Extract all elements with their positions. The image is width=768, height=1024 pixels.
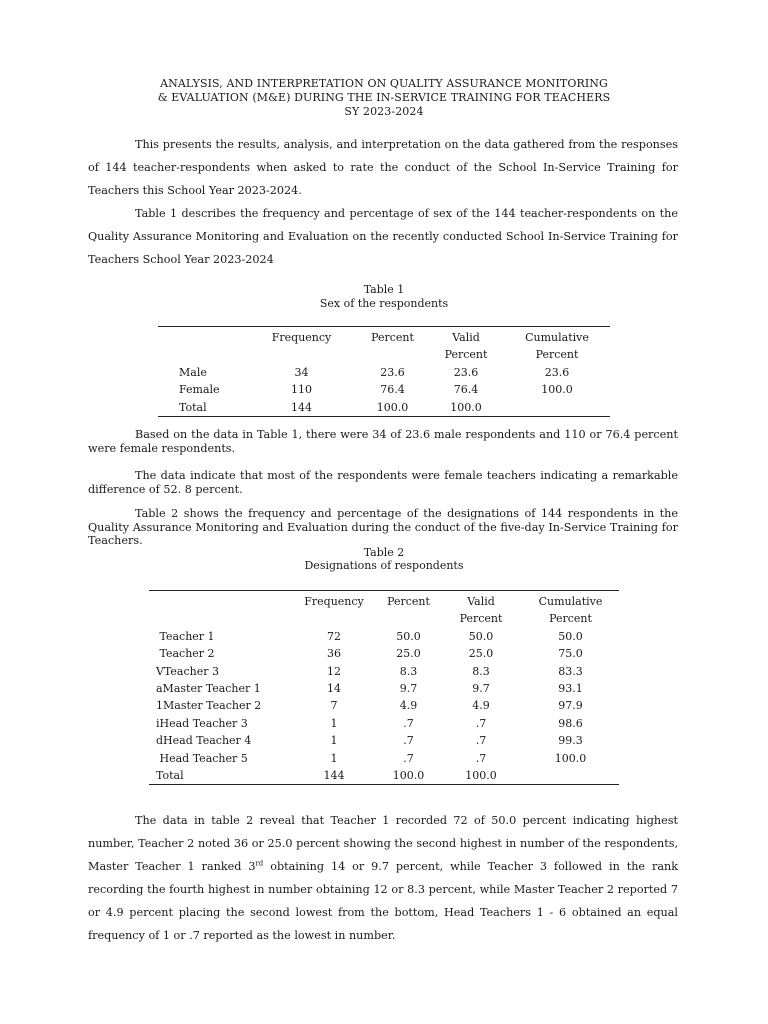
- table2-cell: 50.0: [558, 629, 583, 643]
- table-row: [149, 663, 619, 680]
- analysis-1-paragraph-3-wrap: [88, 507, 678, 548]
- analysis-1-paragraph-2-wrap: [88, 469, 678, 496]
- table2-cell: 14: [327, 682, 341, 696]
- table1-caption: Sex of the respondents: [319, 297, 449, 310]
- table2-header2-blank: [149, 610, 291, 627]
- table1-header2-valid-percent: Percent: [444, 348, 488, 362]
- table2-cell: 4.9: [472, 699, 490, 713]
- table2-caption: Designations of respondents: [304, 559, 464, 572]
- table-1: [158, 326, 610, 417]
- table-2: [149, 590, 619, 785]
- table2-cell: .7: [475, 716, 487, 730]
- table1-header2-blank: [357, 346, 428, 363]
- table1-header-valid: Valid: [452, 331, 480, 344]
- table2-header-percent: Percent: [387, 595, 430, 608]
- table1-cell: 100.0: [450, 400, 482, 414]
- table2-cell: Head Teacher 5: [156, 751, 248, 765]
- table2-header2-cumulative-percent: Percent: [549, 612, 592, 626]
- table2-header-row: [149, 591, 619, 611]
- intro-section: [88, 133, 678, 271]
- table1-cell: Total: [179, 400, 207, 414]
- table2-label: Table 2: [363, 546, 405, 559]
- table2-cell: .7: [403, 751, 414, 765]
- table2-cell: dHead Teacher 4: [156, 734, 252, 748]
- ordinal-suffix: rd: [255, 859, 264, 868]
- analysis-2-paragraph: [88, 809, 678, 947]
- table1-header2-blank: [158, 346, 246, 363]
- table-row: [149, 767, 619, 785]
- heading-line-3: SY 2023-2024: [344, 105, 424, 118]
- table1-cell: 100.0: [541, 383, 573, 397]
- table1-header2-blank: [246, 346, 357, 363]
- table-row: [149, 750, 619, 767]
- table2-cell: 100.0: [392, 769, 425, 783]
- table2-cell: 72: [327, 629, 341, 643]
- table-row: [149, 628, 619, 645]
- table1-header-row-2: [158, 346, 610, 363]
- table1-header-row: [158, 327, 610, 347]
- table2-cell: .7: [403, 716, 414, 730]
- table2-header-blank: [149, 591, 291, 611]
- table-row: [149, 645, 619, 662]
- table2-cell: 1Master Teacher 2: [156, 699, 262, 713]
- table1-cell: 76.4: [453, 383, 479, 397]
- table2-header2-blank: [377, 610, 440, 627]
- intro-paragraph-1: This presents the results, analysis, and interpretation on the data gathered from the responses of 144 teacher-respondents when asked to rate the conduct of the School In-Service Training for Teachers this School Year 2023-2024.: [88, 138, 678, 197]
- table2-cell: 25.0: [468, 647, 494, 661]
- table2-cell: 8.3: [399, 664, 418, 678]
- table2-cell: 75.0: [558, 647, 583, 661]
- table2-cell: iHead Teacher 3: [156, 716, 248, 730]
- table1-header-blank: [158, 327, 246, 347]
- table1-header2-cumulative-percent: Percent: [535, 348, 579, 362]
- table2-cell: aMaster Teacher 1: [156, 682, 261, 696]
- table-row: [149, 715, 619, 732]
- table-row: [149, 697, 619, 714]
- table2-cell: 83.3: [558, 664, 583, 678]
- table-row: [149, 732, 619, 749]
- analysis-1-paragraph-1-wrap: [88, 428, 678, 455]
- table2-cell: 12: [327, 664, 341, 678]
- table1-cell: 110: [291, 383, 312, 397]
- table2-cell: 100.0: [465, 769, 497, 783]
- table2-header-valid: Valid: [467, 595, 495, 608]
- table2-cell: 25.0: [396, 647, 421, 661]
- table1-cell: 23.6: [453, 365, 479, 379]
- table1-header-frequency: Frequency: [271, 331, 332, 344]
- analysis-1-paragraph-2: The data indicate that most of the respondents were female teachers indicating a remarkable difference of 52. 8 percent.: [88, 469, 678, 496]
- heading-line-1: ANALYSIS, AND INTERPRETATION ON QUALITY ASSURANCE MONITORING: [160, 77, 608, 90]
- table2-header-cumulative: Cumulative: [538, 595, 603, 608]
- table-row: [158, 399, 610, 417]
- table2-cell: 144: [323, 769, 345, 783]
- table1-cell: 34: [294, 365, 309, 379]
- heading-line-2: & EVALUATION (M&E) DURING THE IN-SERVICE TRAINING FOR TEACHERS: [157, 91, 611, 104]
- table1-header-cumulative: Cumulative: [525, 331, 589, 344]
- table1-header-percent: Percent: [371, 331, 414, 344]
- table-row: [158, 364, 610, 381]
- table1-cell: 76.4: [380, 383, 405, 397]
- table-row: [149, 680, 619, 697]
- table1-cell: [504, 399, 610, 417]
- analysis-2-section: [88, 809, 678, 947]
- table2-cell: Teacher 2: [156, 647, 215, 661]
- table2-cell: 1: [330, 734, 338, 748]
- table1-cell: 23.6: [544, 365, 570, 379]
- table1-cell: 100.0: [376, 400, 409, 414]
- analysis-1-paragraph-1: Based on the data in Table 1, there were 34 of 23.6 male respondents and 110 or 76.4 percent were female respondents.: [88, 428, 678, 455]
- table2-cell: Total: [156, 769, 184, 783]
- table2-cell: 50.0: [468, 629, 494, 643]
- table1-label: Table 1: [363, 283, 405, 296]
- table1-cell: 23.6: [380, 365, 405, 379]
- table2-cell: 8.3: [472, 664, 490, 678]
- table2-cell: Teacher 1: [156, 629, 215, 643]
- table2-cell: 9.7: [399, 682, 418, 696]
- table1-cell: Male: [179, 365, 207, 379]
- table2-cell: 9.7: [472, 682, 490, 696]
- analysis-1-paragraph-3: Table 2 shows the frequency and percentage of the designations of 144 respondents in the Quality Assurance Monitoring and Evaluation during the conduct of the five-day In-Service Training for Teachers.: [88, 507, 678, 548]
- table2-cell: 93.1: [558, 682, 583, 696]
- table2-cell: 7: [330, 699, 338, 713]
- table2-header-row-2: [149, 610, 619, 627]
- table2-cell: 98.6: [558, 716, 583, 730]
- table1-cell: 144: [291, 400, 312, 414]
- table2-cell: 1: [330, 716, 338, 730]
- analysis-2-text-a: The data in table 2 reveal that Teacher 1 recorded 72 of 50.0 percent indicating highest number, Teacher 2 noted 36 or 25.0 percent showing the second highest in number of the respondents, Master Teacher 1 ranked 3: [88, 814, 678, 873]
- intro-paragraph-2: Table 1 describes the frequency and percentage of sex of the 144 teacher-respondents on the Quality Assurance Monitoring and Evaluation on the recently conducted School In-Service Training for Teachers School Year 2023-2024: [88, 207, 678, 266]
- table2-cell: .7: [475, 734, 487, 748]
- table-row: [158, 381, 610, 398]
- table2-cell: .7: [403, 734, 414, 748]
- table2-cell: 100.0: [554, 751, 587, 765]
- table2-cell: 36: [327, 647, 341, 661]
- table2-cell: 1: [330, 751, 338, 765]
- analysis-2-text-b: obtaining 14 or 9.7 percent, while Teacher 3 followed in the rank recording the fourth highest in number obtaining 12 or 8.3 percent, while Master Teacher 2 reported 7 or 4.9 percent placing the second lowest from the bottom, Head Teachers 1 - 6 obtained an equal frequency of 1 or .7 reported as the lowest in number.: [88, 860, 678, 942]
- table2-cell: 99.3: [558, 734, 583, 748]
- table2-cell: 97.9: [558, 699, 583, 713]
- table2-header-frequency: Frequency: [304, 595, 364, 608]
- table2-header2-blank: [291, 610, 377, 627]
- table2-cell: 4.9: [399, 699, 418, 713]
- table2-cell: VTeacher 3: [156, 664, 220, 678]
- table2-cell: .7: [475, 751, 487, 765]
- table2-cell: [522, 767, 619, 785]
- table2-header2-valid-percent: Percent: [459, 612, 503, 626]
- table2-cell: 50.0: [396, 629, 421, 643]
- table1-cell: Female: [179, 383, 220, 397]
